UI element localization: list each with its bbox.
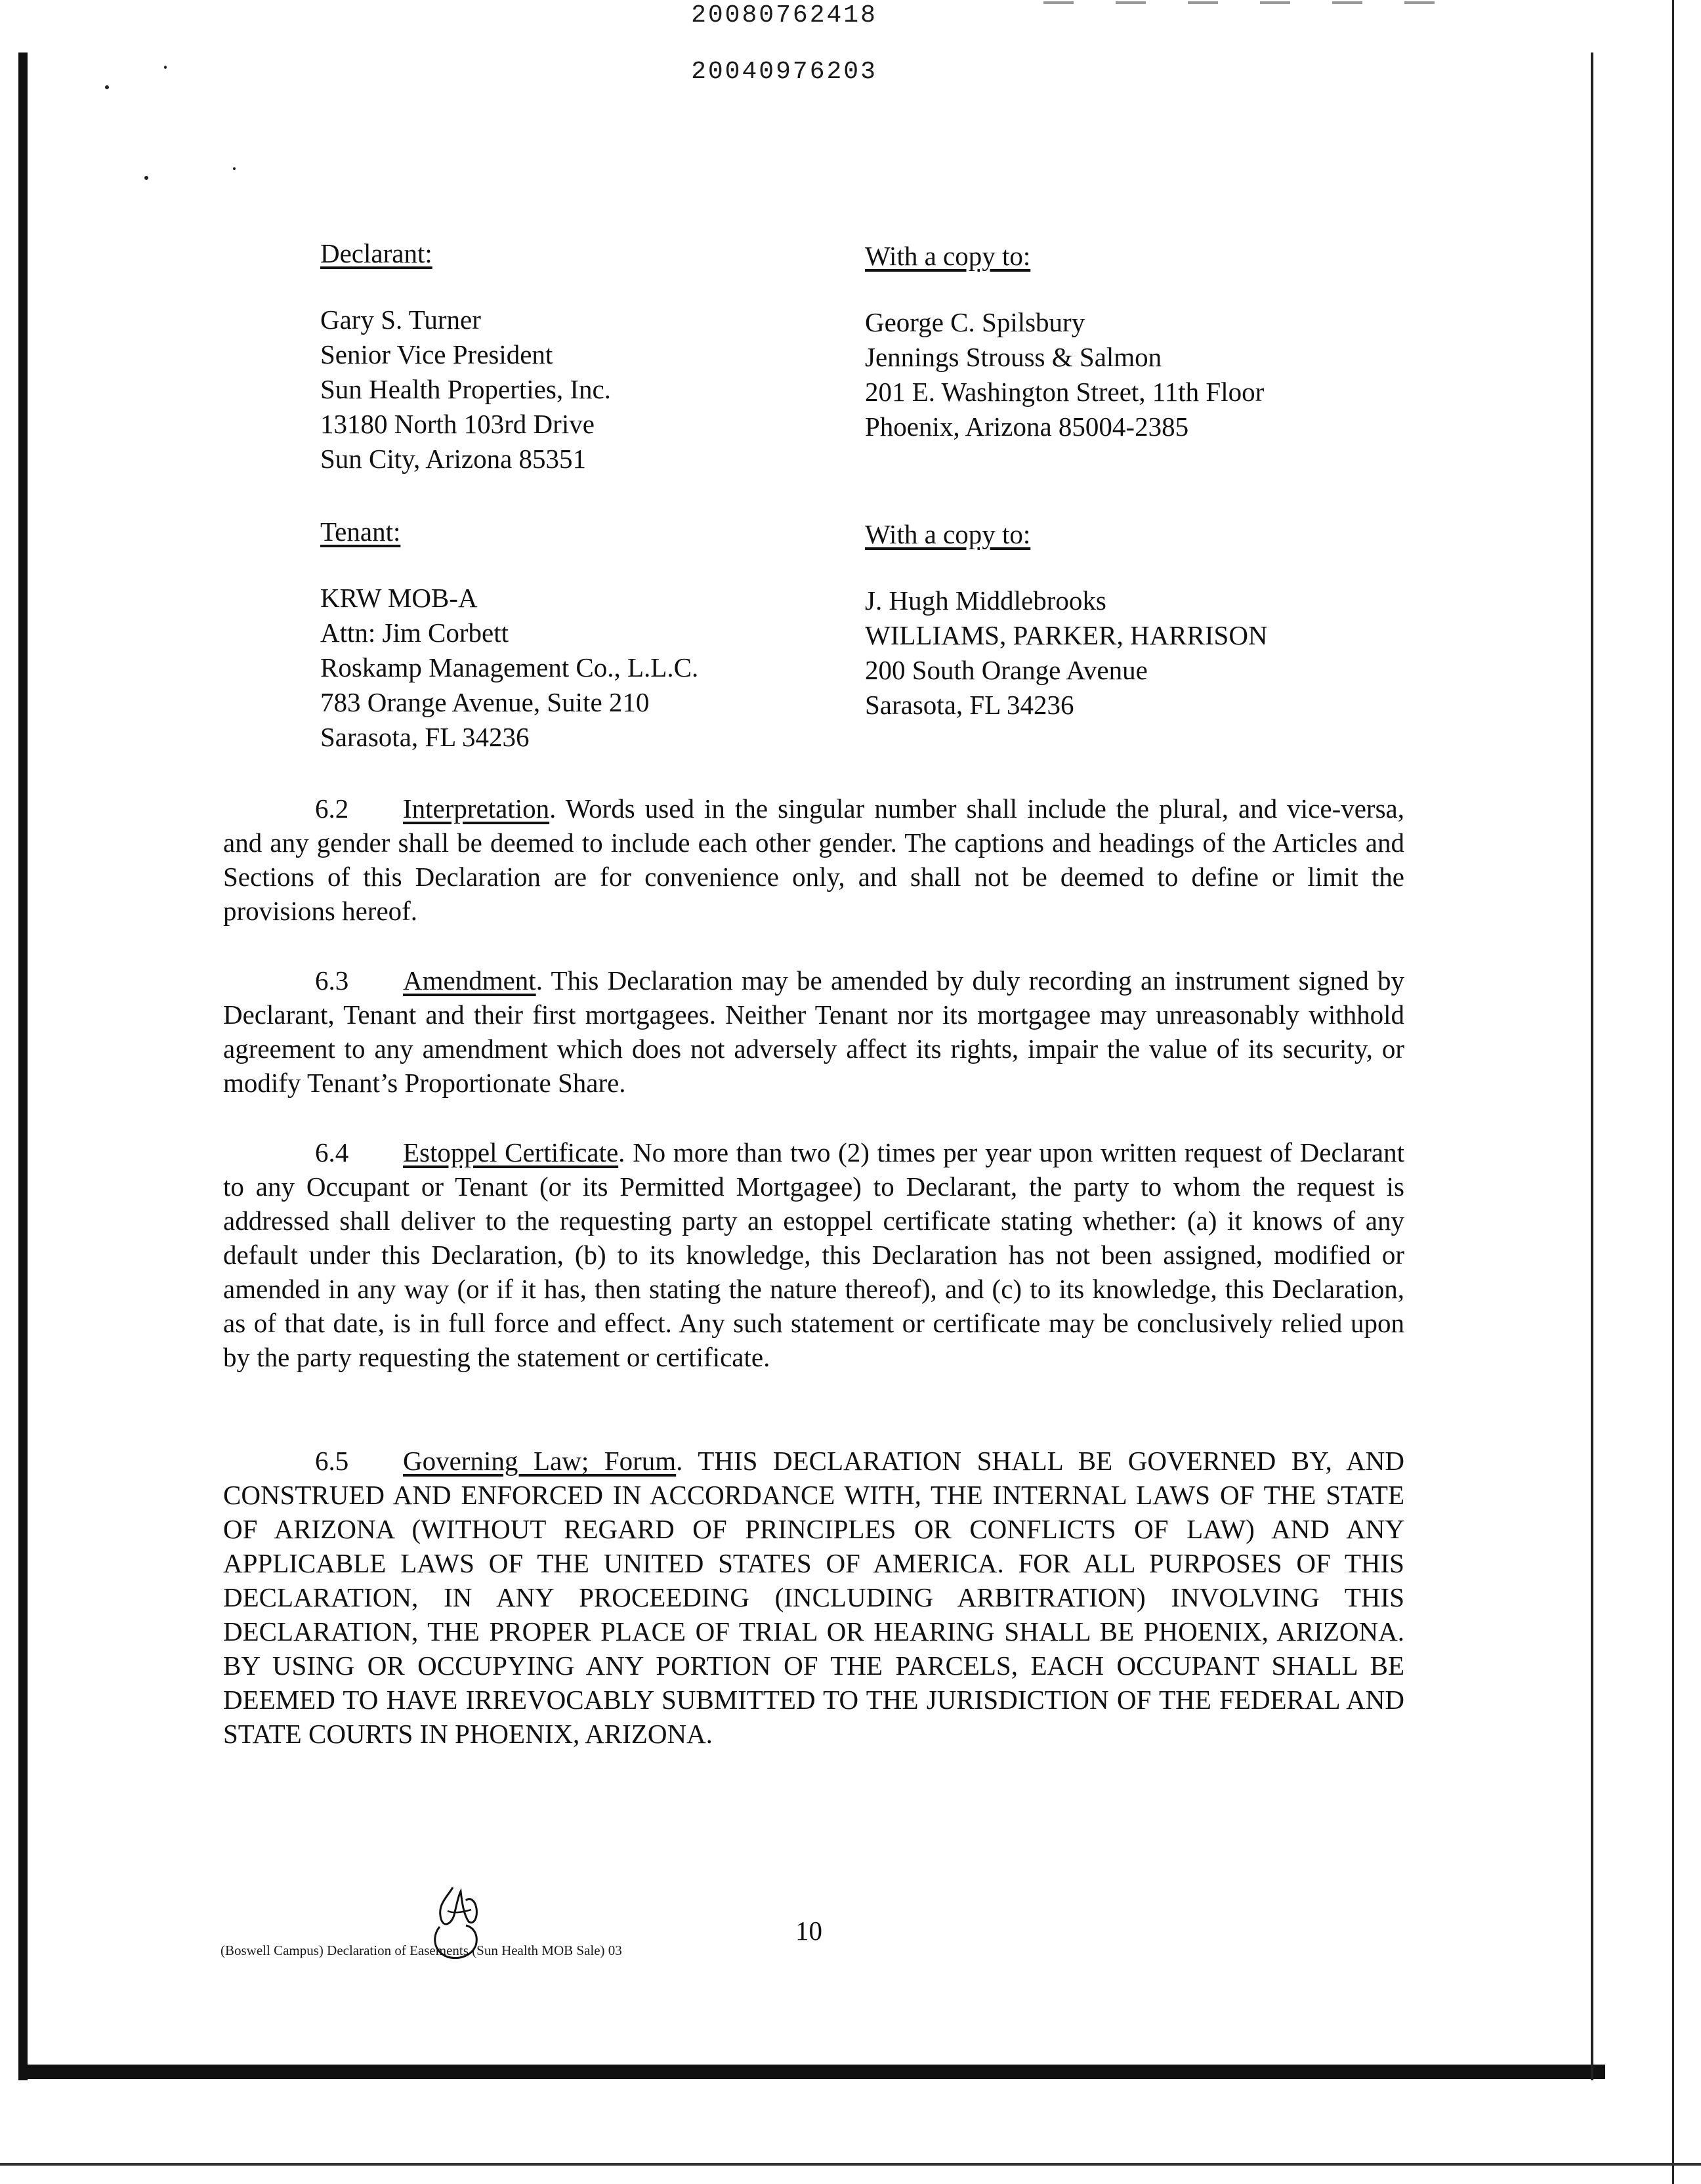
scan-speck [105, 85, 109, 89]
declarant-copy-line: Phoenix, Arizona 85004-2385 [865, 411, 1189, 442]
tenant-line: Attn: Jim Corbett [320, 618, 509, 648]
section-6-2-paragraph [223, 791, 1404, 928]
declarant-address-block [320, 236, 611, 476]
tenant-copy-line: 200 South Orange Avenue [865, 655, 1148, 685]
declarant-line: Gary S. Turner [320, 304, 481, 335]
scan-border-right [1591, 52, 1593, 2080]
section-number: 6.5 [315, 1446, 349, 1476]
page-edge-right [1672, 0, 1674, 2184]
scan-mark [1116, 1, 1146, 4]
section-number: 6.3 [315, 965, 349, 996]
tenant-line: Roskamp Management Co., L.L.C. [320, 652, 699, 682]
scan-speck [144, 176, 148, 180]
scan-mark [1260, 1, 1290, 4]
declarant-copy-heading: With a copy to: [865, 241, 1031, 271]
declarant-heading: Declarant: [320, 238, 432, 268]
scan-border-left [18, 52, 28, 2080]
section-6-5-paragraph [223, 1444, 1404, 1751]
section-text: . Words used in the singular number shall include the plural, and vice-versa, and any gender shall be deemed to include each other gender. The captions and headings of the Articles and Sections of this Declaration are for convenience only, and shall not be deemed to define or limit the provisions hereof. [223, 793, 1404, 926]
section-text: . No more than two (2) times per year upon written request of Declarant to any Occupant or Tenant (or its Permitted Mortgagee) to Declarant, the party to whom the request is addressed shall deliver to the requesting party an estoppel certificate stating whether: (a) it knows of any default under this Declaration, (b) to its knowledge, this Declaration has not been assigned, modified or amended in any way (or if it has, then stating the nature thereof), and (c) to its knowledge, this Declaration, as of that date, is in full force and effect. Any such statement or certificate may be conclusively relied upon by the party requesting the statement or certificate. [223, 1137, 1404, 1372]
scan-speck [164, 66, 167, 69]
section-6-3-paragraph [223, 963, 1404, 1100]
document-number-second: 20040976203 [691, 58, 877, 86]
section-text: . This Declaration may be amended by duly recording an instrument signed by Declarant, Tenant and their first mortgagees. Neither Tenant nor its mortgagee may unreasonably withhold agreement to any amendment which does not adversely affect its rights, impair the value of its security, or modify Tenant’s Proportionate Share. [223, 965, 1404, 1098]
section-title: Estoppel Certificate [403, 1137, 619, 1167]
scan-mark [1332, 1, 1362, 4]
declarant-line: Sun Health Properties, Inc. [320, 374, 611, 404]
section-title: Governing Law; Forum [403, 1446, 677, 1476]
declarant-copy-address-block [865, 239, 1264, 444]
scan-mark [1404, 1, 1435, 4]
footer-document-label: (Boswell Campus) Declaration of Easements (Sun Health MOB Sale) 03 [220, 1942, 622, 1958]
scan-mark [1188, 1, 1218, 4]
scan-border-bottom [18, 2065, 1605, 2079]
scan-speck [233, 167, 236, 170]
declarant-line: 13180 North 103rd Drive [320, 409, 595, 439]
tenant-copy-line: WILLIAMS, PARKER, HARRISON [865, 620, 1268, 650]
declarant-copy-line: George C. Spilsbury [865, 307, 1085, 337]
tenant-line: KRW MOB-A [320, 583, 478, 613]
declarant-line: Senior Vice President [320, 339, 553, 369]
section-text: . THIS DECLARATION SHALL BE GOVERNED BY, AND CONSTRUED AND ENFORCED IN ACCORDANCE WITH, THE INTERNAL LAWS OF THE STATE OF ARIZONA (WITHOUT REGARD OF PRINCIPLES OR CONFLICTS OF LAW) AND ANY APPLICABLE LAWS OF THE UNITED STATES OF AMERICA. FOR ALL PURPOSES OF THIS DECLARATION, IN ANY PROCEEDING (INCLUDING ARBITRATION) INVOLVING THIS DECLARATION, THE PROPER PLACE OF TRIAL OR HEARING SHALL BE PHOENIX, ARIZONA. BY USING OR OCCUPYING ANY PORTION OF THE PARCELS, EACH OCCUPANT SHALL BE DEEMED TO HAVE IRREVOCABLY SUBMITTED TO THE JURISDICTION OF THE FEDERAL AND STATE COURTS IN PHOENIX, ARIZONA. [223, 1446, 1404, 1749]
tenant-line: Sarasota, FL 34236 [320, 722, 530, 752]
declarant-copy-line: Jennings Strouss & Salmon [865, 342, 1162, 372]
section-number: 6.2 [315, 793, 349, 824]
page-edge-bottom [0, 2163, 1701, 2166]
tenant-copy-line: Sarasota, FL 34236 [865, 690, 1074, 720]
tenant-copy-line: J. Hugh Middlebrooks [865, 585, 1106, 616]
section-title: Interpretation [403, 793, 550, 824]
tenant-address-block [320, 514, 698, 755]
declarant-line: Sun City, Arizona 85351 [320, 444, 587, 474]
section-number: 6.4 [315, 1137, 349, 1167]
initials-signature-mark [428, 1885, 487, 1964]
tenant-copy-heading: With a copy to: [865, 519, 1031, 549]
tenant-line: 783 Orange Avenue, Suite 210 [320, 687, 650, 717]
section-title: Amendment [403, 965, 536, 996]
document-number-top: 20080762418 [691, 1, 877, 30]
tenant-heading: Tenant: [320, 516, 401, 547]
declarant-copy-line: 201 E. Washington Street, 11th Floor [865, 377, 1265, 407]
scan-mark [1043, 1, 1074, 4]
tenant-copy-address-block [865, 517, 1268, 723]
page-number: 10 [795, 1916, 822, 1946]
section-6-4-paragraph [223, 1135, 1404, 1374]
